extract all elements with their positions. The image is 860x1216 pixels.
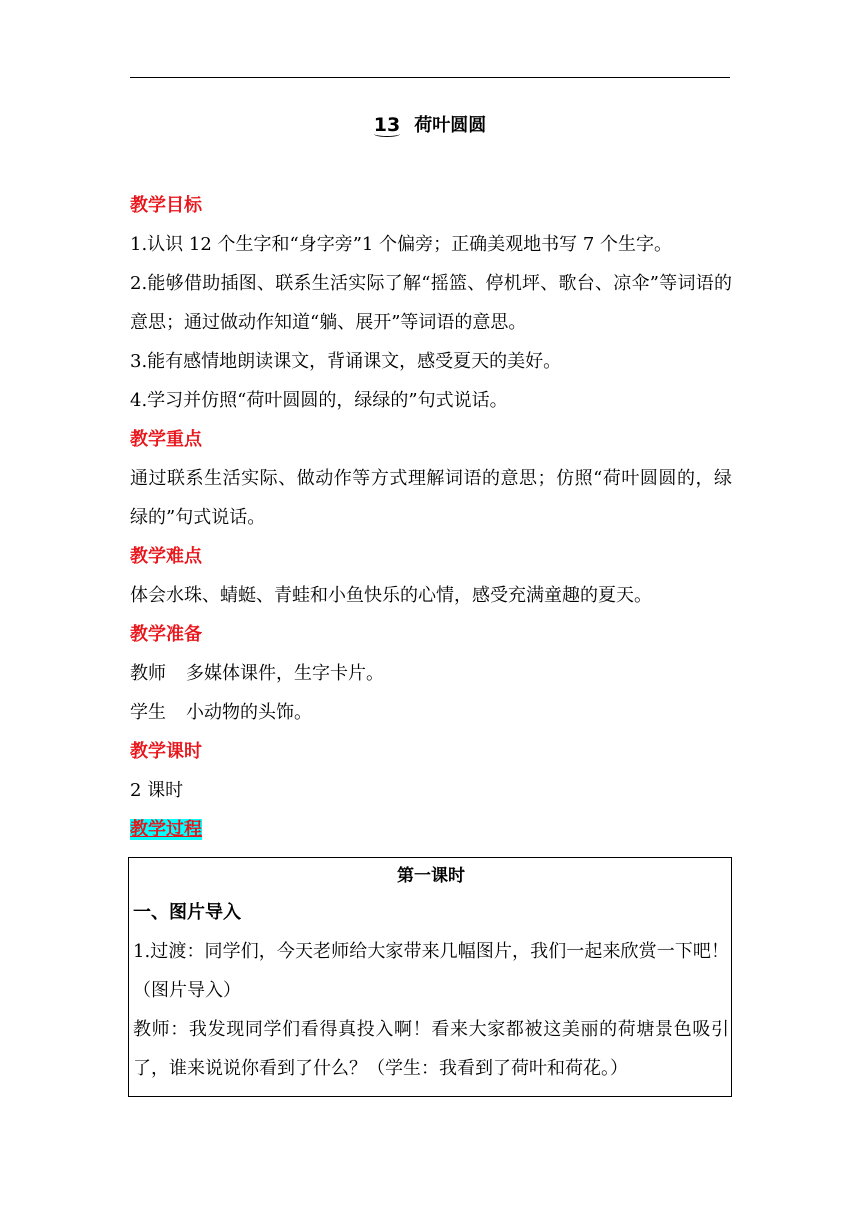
objective-item-4: 4.学习并仿照“荷叶圆圆的，绿绿的”句式说话。	[130, 390, 508, 411]
objective-item-1: 1.认识 12 个生字和“身字旁”1 个偏旁；正确美观地书写 7 个生字。	[130, 234, 672, 255]
process-heading-label: 教学过程	[130, 819, 202, 840]
lesson-title: 荷叶圆圆	[414, 115, 487, 136]
document-body	[130, 186, 732, 849]
preparation-teacher	[130, 654, 732, 693]
page-title	[0, 108, 860, 143]
objective-item-3: 3.能有感情地朗读课文，背诵课文，感受夏天的美好。	[130, 351, 562, 372]
class-hours-text: 2 课时	[130, 780, 184, 801]
class-hours-heading: 教学课时	[130, 741, 202, 762]
header-rule	[130, 77, 730, 78]
difficulties-heading: 教学难点	[130, 546, 202, 567]
key-points-heading: 教学重点	[130, 429, 202, 450]
preparation-heading: 教学准备	[130, 624, 202, 645]
student-label: 学生	[130, 702, 166, 723]
preparation-student	[130, 693, 732, 732]
lesson-step-heading: 一、图片导入	[133, 902, 241, 923]
student-text: 小动物的头饰。	[186, 702, 312, 723]
lesson-number: 13	[374, 108, 400, 142]
teacher-text: 多媒体课件，生字卡片。	[186, 663, 384, 684]
lesson-table	[128, 857, 732, 1097]
objectives-heading: 教学目标	[130, 195, 202, 216]
teacher-label: 教师	[130, 663, 166, 684]
lesson-paragraph-2: 教师：我发现同学们看得真投入啊！看来大家都被这美丽的荷塘景色吸引了，谁来说说你看到了什么？（学生：我看到了荷叶和荷花。）	[133, 1019, 729, 1079]
process-heading	[130, 810, 732, 849]
lesson-paragraph-1: 1.过渡：同学们，今天老师给大家带来几幅图片，我们一起来欣赏一下吧！（图片导入）	[133, 941, 729, 1001]
lesson-period-title: 第一课时	[397, 866, 465, 886]
objective-item-2: 2.能够借助插图、联系生活实际了解“摇篮、停机坪、歌台、凉伞”等词语的意思；通过做动作知道“躺、展开”等词语的意思。	[130, 273, 732, 333]
difficulties-text: 体会水珠、蜻蜓、青蛙和小鱼快乐的心情，感受充满童趣的夏天。	[130, 585, 652, 606]
key-points-text: 通过联系生活实际、做动作等方式理解词语的意思；仿照“荷叶圆圆的，绿绿的”句式说话。	[130, 468, 732, 528]
